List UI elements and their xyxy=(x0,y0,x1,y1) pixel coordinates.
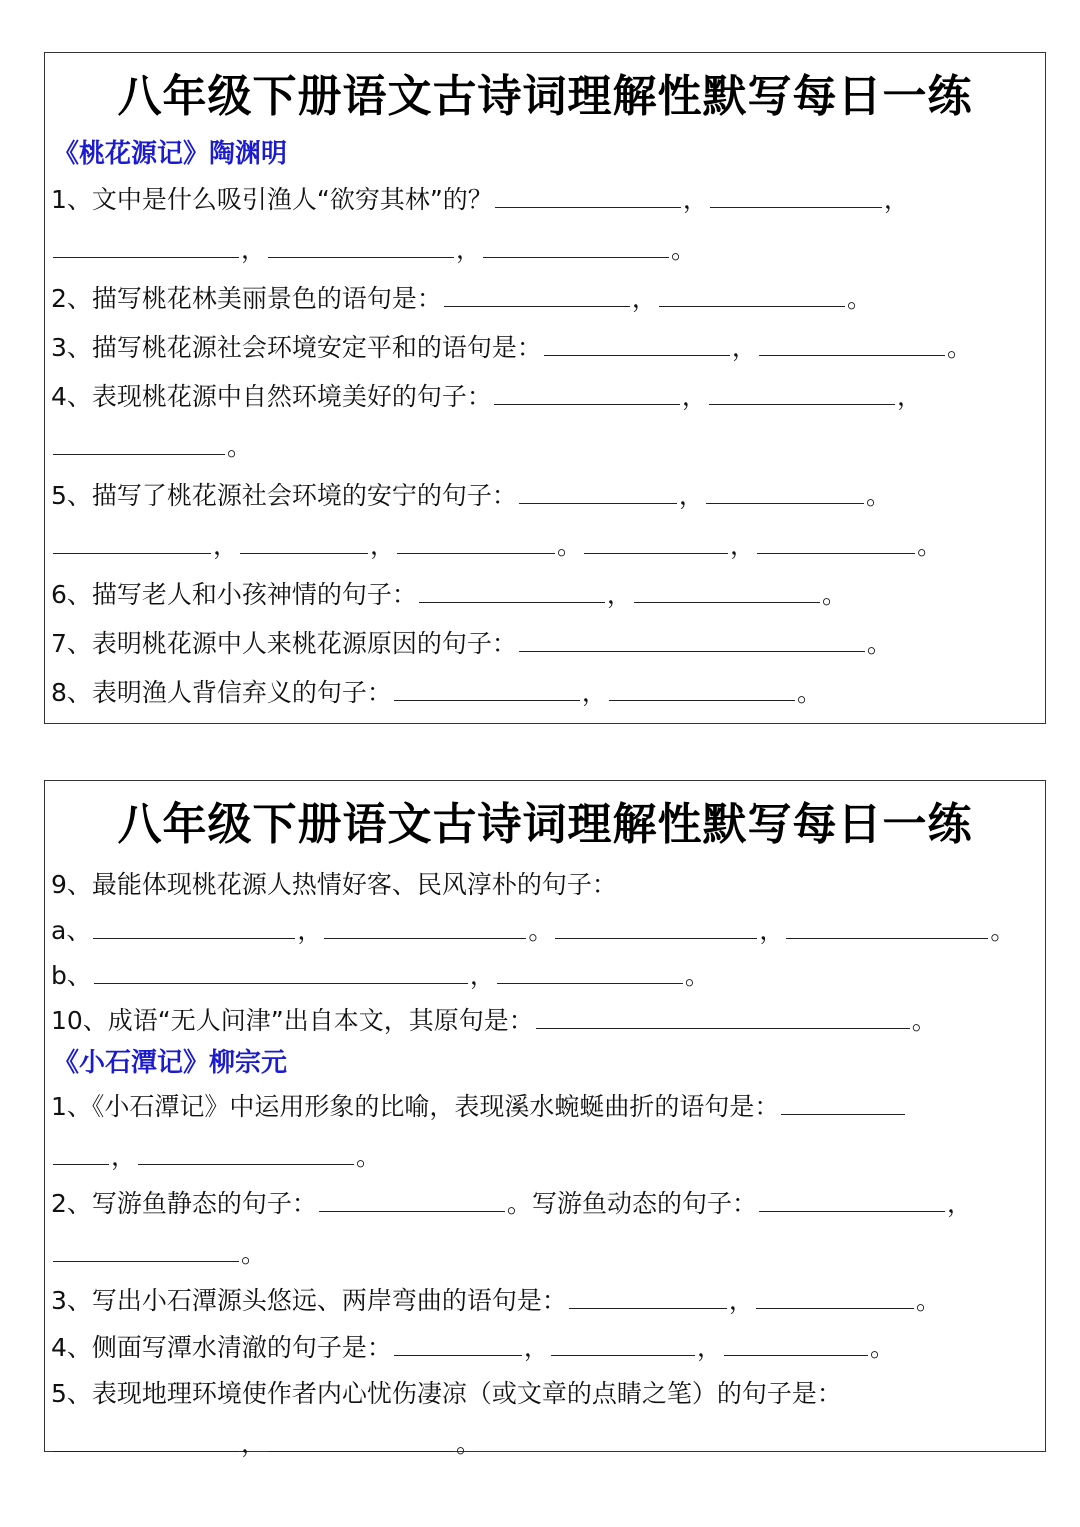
answer-blank[interactable] xyxy=(319,1189,505,1212)
answer-blank[interactable] xyxy=(494,382,680,405)
question-4: 4、表现桃花源中自然环境美好的句子： ， ， xyxy=(51,382,922,411)
question-9: 9、最能体现桃花源人热情好客、民风淳朴的句子： xyxy=(51,870,617,899)
question-9b: b、 ， 。 xyxy=(51,961,710,990)
answer-blank[interactable] xyxy=(569,1286,727,1309)
question-s3: 3、写出小石潭源头悠远、两岸弯曲的语句是： ， 。 xyxy=(51,1286,941,1315)
section-title-taohuayuanji: 《桃花源记》陶渊明 xyxy=(53,139,288,169)
answer-blank[interactable] xyxy=(710,185,882,208)
answer-blank[interactable] xyxy=(634,580,820,603)
answer-blank[interactable] xyxy=(757,531,915,554)
worksheet-title: 八年级下册语文古诗词理解性默写每日一练 xyxy=(117,71,973,122)
answer-blank[interactable] xyxy=(394,678,580,701)
question-9a: a、 ， 。 ， 。 xyxy=(51,916,1016,945)
question-s5: 5、表现地理环境使作者内心忧伤凄凉（或文章的点睛之笔）的句子是： xyxy=(51,1379,842,1408)
question-s1-cont: ， 。 xyxy=(51,1141,1045,1173)
answer-blank[interactable] xyxy=(53,235,239,258)
answer-blank[interactable] xyxy=(659,284,845,307)
question-s1: 1、《小石潭记》中运用形象的比喻，表现溪水蜿蜒曲折的语句是： xyxy=(51,1091,1045,1123)
answer-blank[interactable] xyxy=(551,1333,695,1356)
answer-blank[interactable] xyxy=(497,961,683,984)
worksheet-title: 八年级下册语文古诗词理解性默写每日一练 xyxy=(117,799,973,850)
question-10: 10、成语“无人问津”出自本文，其原句是： 。 xyxy=(51,1006,937,1035)
answer-blank[interactable] xyxy=(394,1333,522,1356)
answer-blank[interactable] xyxy=(268,235,454,258)
answer-blank[interactable] xyxy=(397,531,555,554)
answer-blank[interactable] xyxy=(53,432,225,455)
answer-blank[interactable] xyxy=(781,1092,905,1115)
question-5: 5、描写了桃花源社会环境的安宁的句子： ， 。 xyxy=(51,481,891,510)
answer-blank[interactable] xyxy=(495,185,681,208)
question-s2: 2、写游鱼静态的句子： 。写游鱼动态的句子： ， xyxy=(51,1189,972,1218)
answer-blank[interactable] xyxy=(94,961,468,984)
answer-blank[interactable] xyxy=(706,481,864,504)
question-5-cont: ， ， 。 ， 。 xyxy=(51,530,1045,562)
worksheet-panel-1 xyxy=(44,52,1046,724)
answer-blank[interactable] xyxy=(609,678,795,701)
answer-blank[interactable] xyxy=(268,1429,454,1452)
answer-blank[interactable] xyxy=(709,382,895,405)
question-text: 1、文中是什么吸引渔人“欲穷其林”的？ xyxy=(51,185,493,214)
answer-blank[interactable] xyxy=(483,235,669,258)
answer-blank[interactable] xyxy=(759,1189,945,1212)
question-2: 2、描写桃花林美丽景色的语句是： ， 。 xyxy=(51,284,872,313)
answer-blank[interactable] xyxy=(138,1142,354,1165)
question-1: 1、文中是什么吸引渔人“欲穷其林”的？ ， ， xyxy=(51,185,909,214)
answer-blank[interactable] xyxy=(324,916,526,939)
question-3: 3、描写桃花源社会环境安定平和的语句是： ， 。 xyxy=(51,333,972,362)
question-6: 6、描写老人和小孩神情的句子： ， 。 xyxy=(51,580,847,609)
question-s2-cont: 。 xyxy=(51,1238,1045,1270)
answer-blank[interactable] xyxy=(544,333,730,356)
question-8: 8、表明渔人背信弃义的句子： ， 。 xyxy=(51,678,822,707)
question-s4: 4、侧面写潭水清澈的句子是： ， ， 。 xyxy=(51,1333,895,1362)
answer-blank[interactable] xyxy=(536,1006,910,1029)
answer-blank[interactable] xyxy=(519,629,865,652)
answer-blank[interactable] xyxy=(786,916,988,939)
question-4-cont: 。 xyxy=(51,431,1045,463)
answer-blank[interactable] xyxy=(240,531,368,554)
answer-blank[interactable] xyxy=(555,916,757,939)
answer-blank[interactable] xyxy=(756,1286,914,1309)
answer-blank[interactable] xyxy=(519,481,677,504)
section-title-xiaoshitanji: 《小石潭记》柳宗元 xyxy=(53,1048,288,1078)
question-7: 7、表明桃花源中人来桃花源原因的句子： 。 xyxy=(51,629,892,658)
answer-blank[interactable] xyxy=(759,333,945,356)
worksheet-panel-2 xyxy=(44,780,1046,1458)
answer-blank[interactable] xyxy=(53,1239,239,1262)
answer-blank[interactable] xyxy=(724,1333,868,1356)
answer-blank[interactable] xyxy=(584,531,728,554)
answer-blank[interactable] xyxy=(419,580,605,603)
answer-blank[interactable] xyxy=(93,916,295,939)
answer-blank[interactable] xyxy=(53,1429,239,1452)
question-s5-cont: ， 。 xyxy=(51,1428,1045,1460)
answer-blank[interactable] xyxy=(53,1142,109,1165)
answer-blank[interactable] xyxy=(444,284,630,307)
answer-blank[interactable] xyxy=(53,531,211,554)
question-1-cont: ， ， 。 xyxy=(51,234,1045,266)
